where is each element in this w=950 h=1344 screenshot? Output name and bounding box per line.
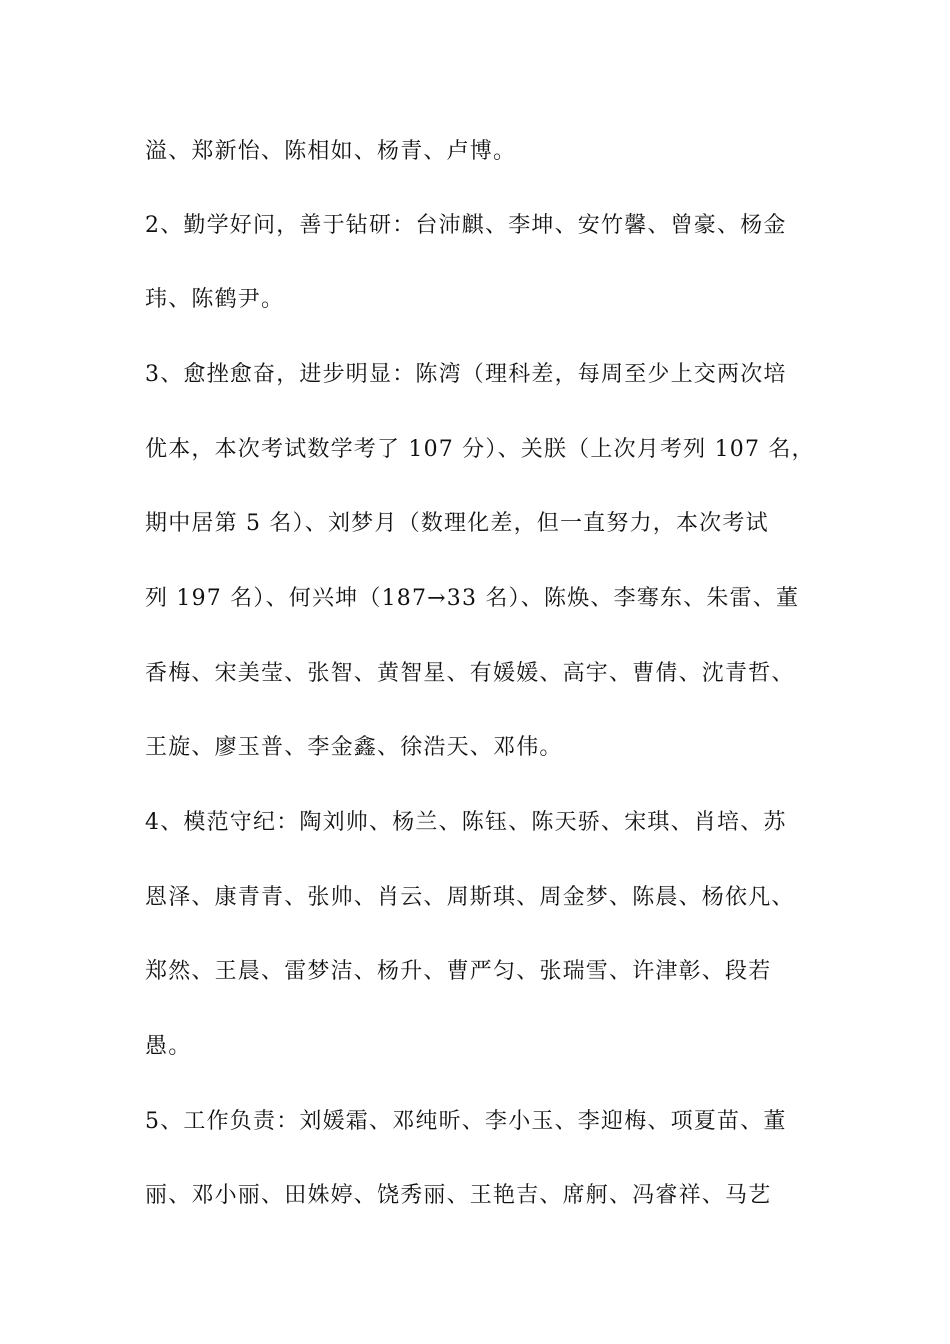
text-line-11: 恩泽、康青青、张帅、肖云、周斯琪、周金梦、陈晨、杨依凡、 — [145, 885, 795, 910]
text-line-9: 王旋、廖玉普、李金鑫、徐浩天、邓伟。 — [145, 735, 563, 760]
text-line-3: 玮、陈鹤尹。 — [145, 287, 285, 312]
text-line-13: 愚。 — [145, 1034, 192, 1059]
text-line-4: 3、愈挫愈奋，进步明显：陈湾（理科差，每周至少上交两次培 — [145, 362, 787, 387]
text-line-8: 香梅、宋美莹、张智、黄智星、有媛媛、高宇、曹倩、沈青哲、 — [145, 661, 795, 686]
text-line-2: 2、勤学好问，善于钻研：台沛麒、李坤、安竹馨、曾豪、杨金 — [145, 213, 787, 238]
text-line-15: 丽、邓小丽、田姝婷、饶秀丽、王艳吉、席舸、冯睿祥、马艺 — [145, 1183, 772, 1208]
text-line-5: 优本，本次考试数学考了 107 分）、关朕（上次月考列 107 名， — [145, 437, 815, 462]
text-line-14: 5、工作负责：刘媛霜、邓纯昕、李小玉、李迎梅、项夏苗、董 — [145, 1109, 787, 1134]
text-line-6: 期中居第 5 名）、刘梦月（数理化差，但一直努力，本次考试 — [145, 511, 769, 536]
text-line-12: 郑然、王晨、雷梦洁、杨升、曹严匀、张瑞雪、许津彰、段若 — [145, 959, 772, 984]
text-line-7: 列 197 名）、何兴坤（187→33 名）、陈焕、李骞东、朱雷、董 — [145, 586, 800, 611]
text-line-10: 4、模范守纪：陶刘帅、杨兰、陈钰、陈天骄、宋琪、肖培、苏 — [145, 810, 787, 835]
text-line-1: 溢、郑新怡、陈相如、杨青、卢博。 — [145, 139, 517, 164]
